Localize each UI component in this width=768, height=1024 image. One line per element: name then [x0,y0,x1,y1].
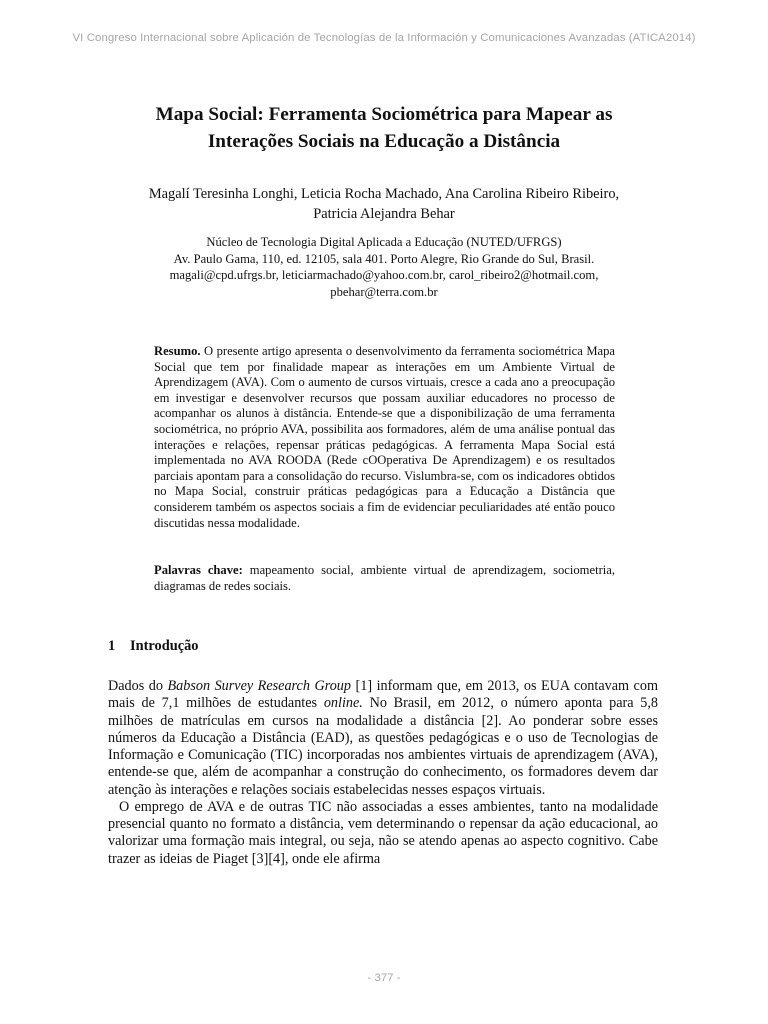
title-line-1: Mapa Social: Ferramenta Sociométrica para Mapear as [155,104,613,125]
section-number: 1 [108,638,116,654]
keywords-text: mapeamento social, ambiente virtual de aprendizagem, sociometria, diagramas de redes sociais. [154,563,615,593]
paragraph-1 [108,678,658,799]
keywords [154,563,615,594]
section-heading-introduction [108,638,199,655]
abstract-label: Resumo. [154,344,201,358]
affiliation-emails: magali@cpd.ufrgs.br, leticiarmachado@yahoo.com.br, carol_ribeiro2@hotmail.com, [169,268,599,282]
title-line-2: Interações Sociais na Educação a Distância [207,131,561,152]
paragraph-2: O emprego de AVA e de outras TIC não associadas a esses ambientes, tanto na modalidade presencial quanto no formato a distância, vem determinando o repensar da ação educacional, ao valorizar uma formação mais integral, ou seja, não se atendo apenas ao aspecto cognitivo. Cabe trazer as ideias de Piaget [3][4], onde ele afirma [108,798,658,867]
keywords-label: Palavras chave: [154,563,243,577]
p1-italic-source: Babson Survey Research Group [167,678,351,694]
affiliation-address: Av. Paulo Gama, 110, ed. 12105, sala 401. Porto Alegre, Rio Grande do Sul, Brasil. [173,251,595,266]
page-number: - 377 - [367,972,401,984]
running-header: VI Congreso Internacional sobre Aplicación de Tecnologías de la Información y Comunicaciones Avanzadas (ATICA2014) [72,32,696,44]
p1-text-c: No Brasil, em 2012, o número aponta para 5,8 milhões de matrículas em cursos na modalidade a distância [2]. Ao ponderar sobre esses números da Educação a Distância (EAD), as questões pedagógicas e o uso de Tecnologias de Informação e Comunicação (TIC) incorporadas nos ambientes virtuais de aprendizagem (AVA), entende-se que, além de acompanhar a construção do conhecimento, os formadores devem dar atenção às interações e relações sociais estabelecidas nesses espaços virtuais. [108,695,658,798]
section-title: Introdução [130,638,199,654]
paper-title [100,101,668,155]
p1-italic-online: online. [323,695,363,712]
introduction-body [108,678,658,868]
abstract [154,344,615,531]
p1-text-b: [1] informam que, em 2013, os EUA contavam com mais de 7,1 milhões de estudantes [108,678,658,712]
affiliation-emails-cont: pbehar@terra.com.br [330,284,438,299]
authors-line-2: Patricia Alejandra Behar [313,206,455,222]
affiliation-block [100,234,668,300]
p1-text-a: Dados do [108,678,168,694]
affiliation-institution: Núcleo de Tecnologia Digital Aplicada a Educação (NUTED/UFRGS) [206,235,562,249]
author-list [100,184,668,224]
authors-line-1: Magalí Teresinha Longhi, Leticia Rocha Machado, Ana Carolina Ribeiro Ribeiro, [148,186,620,202]
abstract-text: O presente artigo apresenta o desenvolvimento da ferramenta sociométrica Mapa Social que tem por finalidade mapear as interações em um Ambiente Virtual de Aprendizagem (AVA). Com o aumento de cursos virtuais, cresce a cada ano a preocupação em investigar e desenvolver recursos que possam auxiliar educadores no processo de acompanhar os alunos à distância. Entende-se que a disponibilização de uma ferramenta sociométrica, no próprio AVA, possibilita aos formadores, além de uma análise pontual das interações e relações, repensar práticas pedagógicas. A ferramenta Mapa Social está implementada no AVA ROODA (Rede cOOperativa De Aprendizagem) e os resultados parciais apontam para a consolidação do recurso. Vislumbra-se, com os indicadores obtidos no Mapa Social, construir práticas pedagógicas para a Educação a Distância que considerem também os aspectos sociais a fim de evidenciar peculiaridades até então pouco discutidas nessa modalidade. [154,344,615,530]
